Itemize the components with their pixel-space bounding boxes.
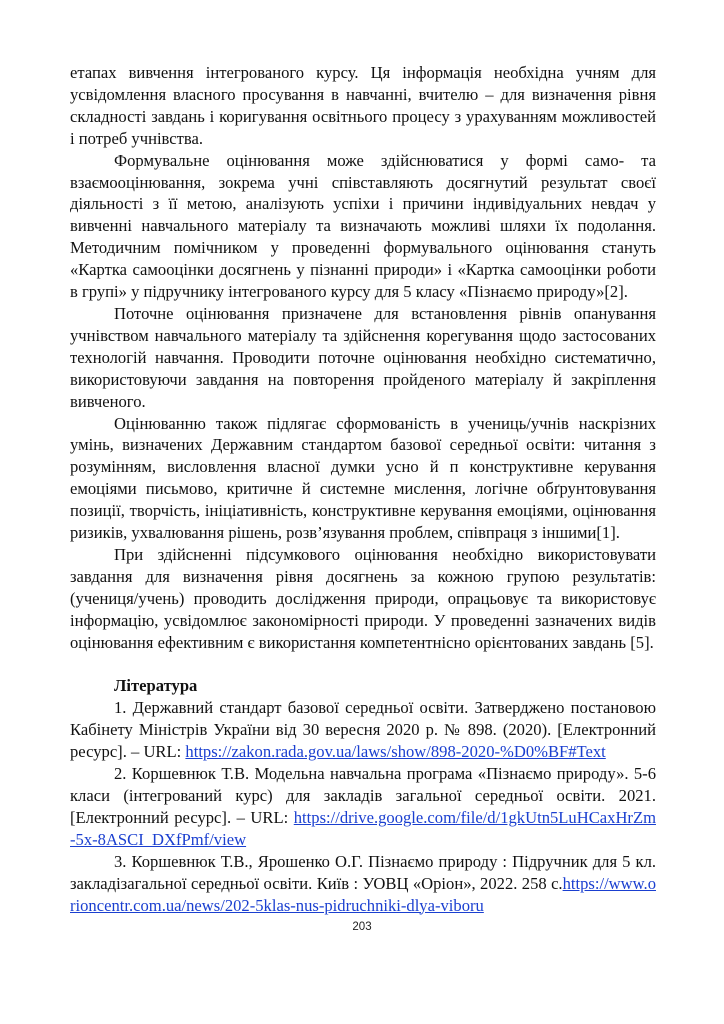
reference-item-1 xyxy=(70,697,656,763)
paragraph-final-assessment: При здійсненні підсумкового оцінювання необхідно використовувати завдання для визначення рівня досягнень за кожною групою результатів: (учениця/учень) проводить дослідження природи, опрацьовує та використовує інформацію, усвідомлює закономірності природи. У проведенні зазначених видів оцінювання ефективним є використання компетентнісно орієнтованих завдань [5]. xyxy=(70,544,656,652)
reference-item-2 xyxy=(70,763,656,851)
reference-text: 2. Коршевнюк Т.В. Модельна навчальна програма «Пізнаємо природу». 5-6 класи (інтегрований курс) для закладів загальної середньої освіти. 2021. [Електронний ресурс]. – URL: xyxy=(70,764,656,827)
paragraph-cross-cutting-skills: Оцінюванню також підлягає сформованість в учениць/учнів наскрізних умінь, визначених Державним стандартом базової середньої освіти: читання з розумінням, висловлення власної думки усно й п конструктивне керування емоціями письмово, критичне й системне мислення, логічне обґрунтовування позиції, творчість, ініціативність, конструктивне керування емоціями, оцінювання ризиків, ухвалювання рішень, розв’язування проблем, співпраця з іншими[1]. xyxy=(70,413,656,543)
reference-link[interactable]: https://www.orioncentr.com.ua/news/202-5klas-nus-pidruchniki-dlya-viboru xyxy=(70,873,656,915)
page-number: 203 xyxy=(352,921,372,933)
paragraph-continuation: етапах вивчення інтегрованого курсу. Ця інформація необхідна учням для усвідомлення власного просування в навчанні, вчителю – для визначення рівня складності завдань і коригування освітнього процесу з урахуванням можливостей і потреб учнівства. xyxy=(70,63,656,148)
paragraph-current-assessment: Поточне оцінювання призначене для встановлення рівнів опанування учнівством навчального матеріалу та здійснення корегування щодо застосованих технологій навчання. Проводити поточне оцінювання необхідно систематично, використовуючи завдання на повторення пройденого матеріалу й закріплення вивченого. xyxy=(70,303,656,411)
reference-text: 3. Коршевнюк Т.В., Ярошенко О.Г. Пізнаємо природу : Підручник для 5 кл. закладізагальної середньої освіти. Київ : УОВЦ «Оріон», 2022. 258 с. xyxy=(70,851,656,893)
reference-item-3 xyxy=(70,851,656,917)
document-page xyxy=(70,62,656,916)
reference-link[interactable]: https://drive.google.com/file/d/1gkUtn5LuHCaxHrZm-5x-8ASCI_DXfPmf/view xyxy=(70,807,656,849)
reference-link[interactable]: https://zakon.rada.gov.ua/laws/show/898-2020-%D0%BF#Text xyxy=(185,742,606,762)
reference-text: 1. Державний стандарт базової середньої освіти. Затверджено постановою Кабінету Міністрів України від 30 вересня 2020 р. № 898. (2020). [Електронний ресурс]. – URL: xyxy=(70,698,656,762)
paragraph-formative-assessment: Формувальне оцінювання може здійснюватися у формі само- та взаємооцінювання, зокрема учні співставляють досягнутий результат своєї діяльності з її метою, аналізують успіхи і причини індивідуальних невдач у вивченні навчального матеріалу та визначають можливі шляхи їх подолання. Методичним помічником у проведенні формувального оцінювання стануть «Картка самооцінки досягнень у пізнанні природи» і «Картка самооцінки роботи в групі» у підручнику інтегрованого курсу для 5 класу «Пізнаємо природу»[2]. xyxy=(70,150,656,302)
literature-heading: Література xyxy=(114,676,198,696)
